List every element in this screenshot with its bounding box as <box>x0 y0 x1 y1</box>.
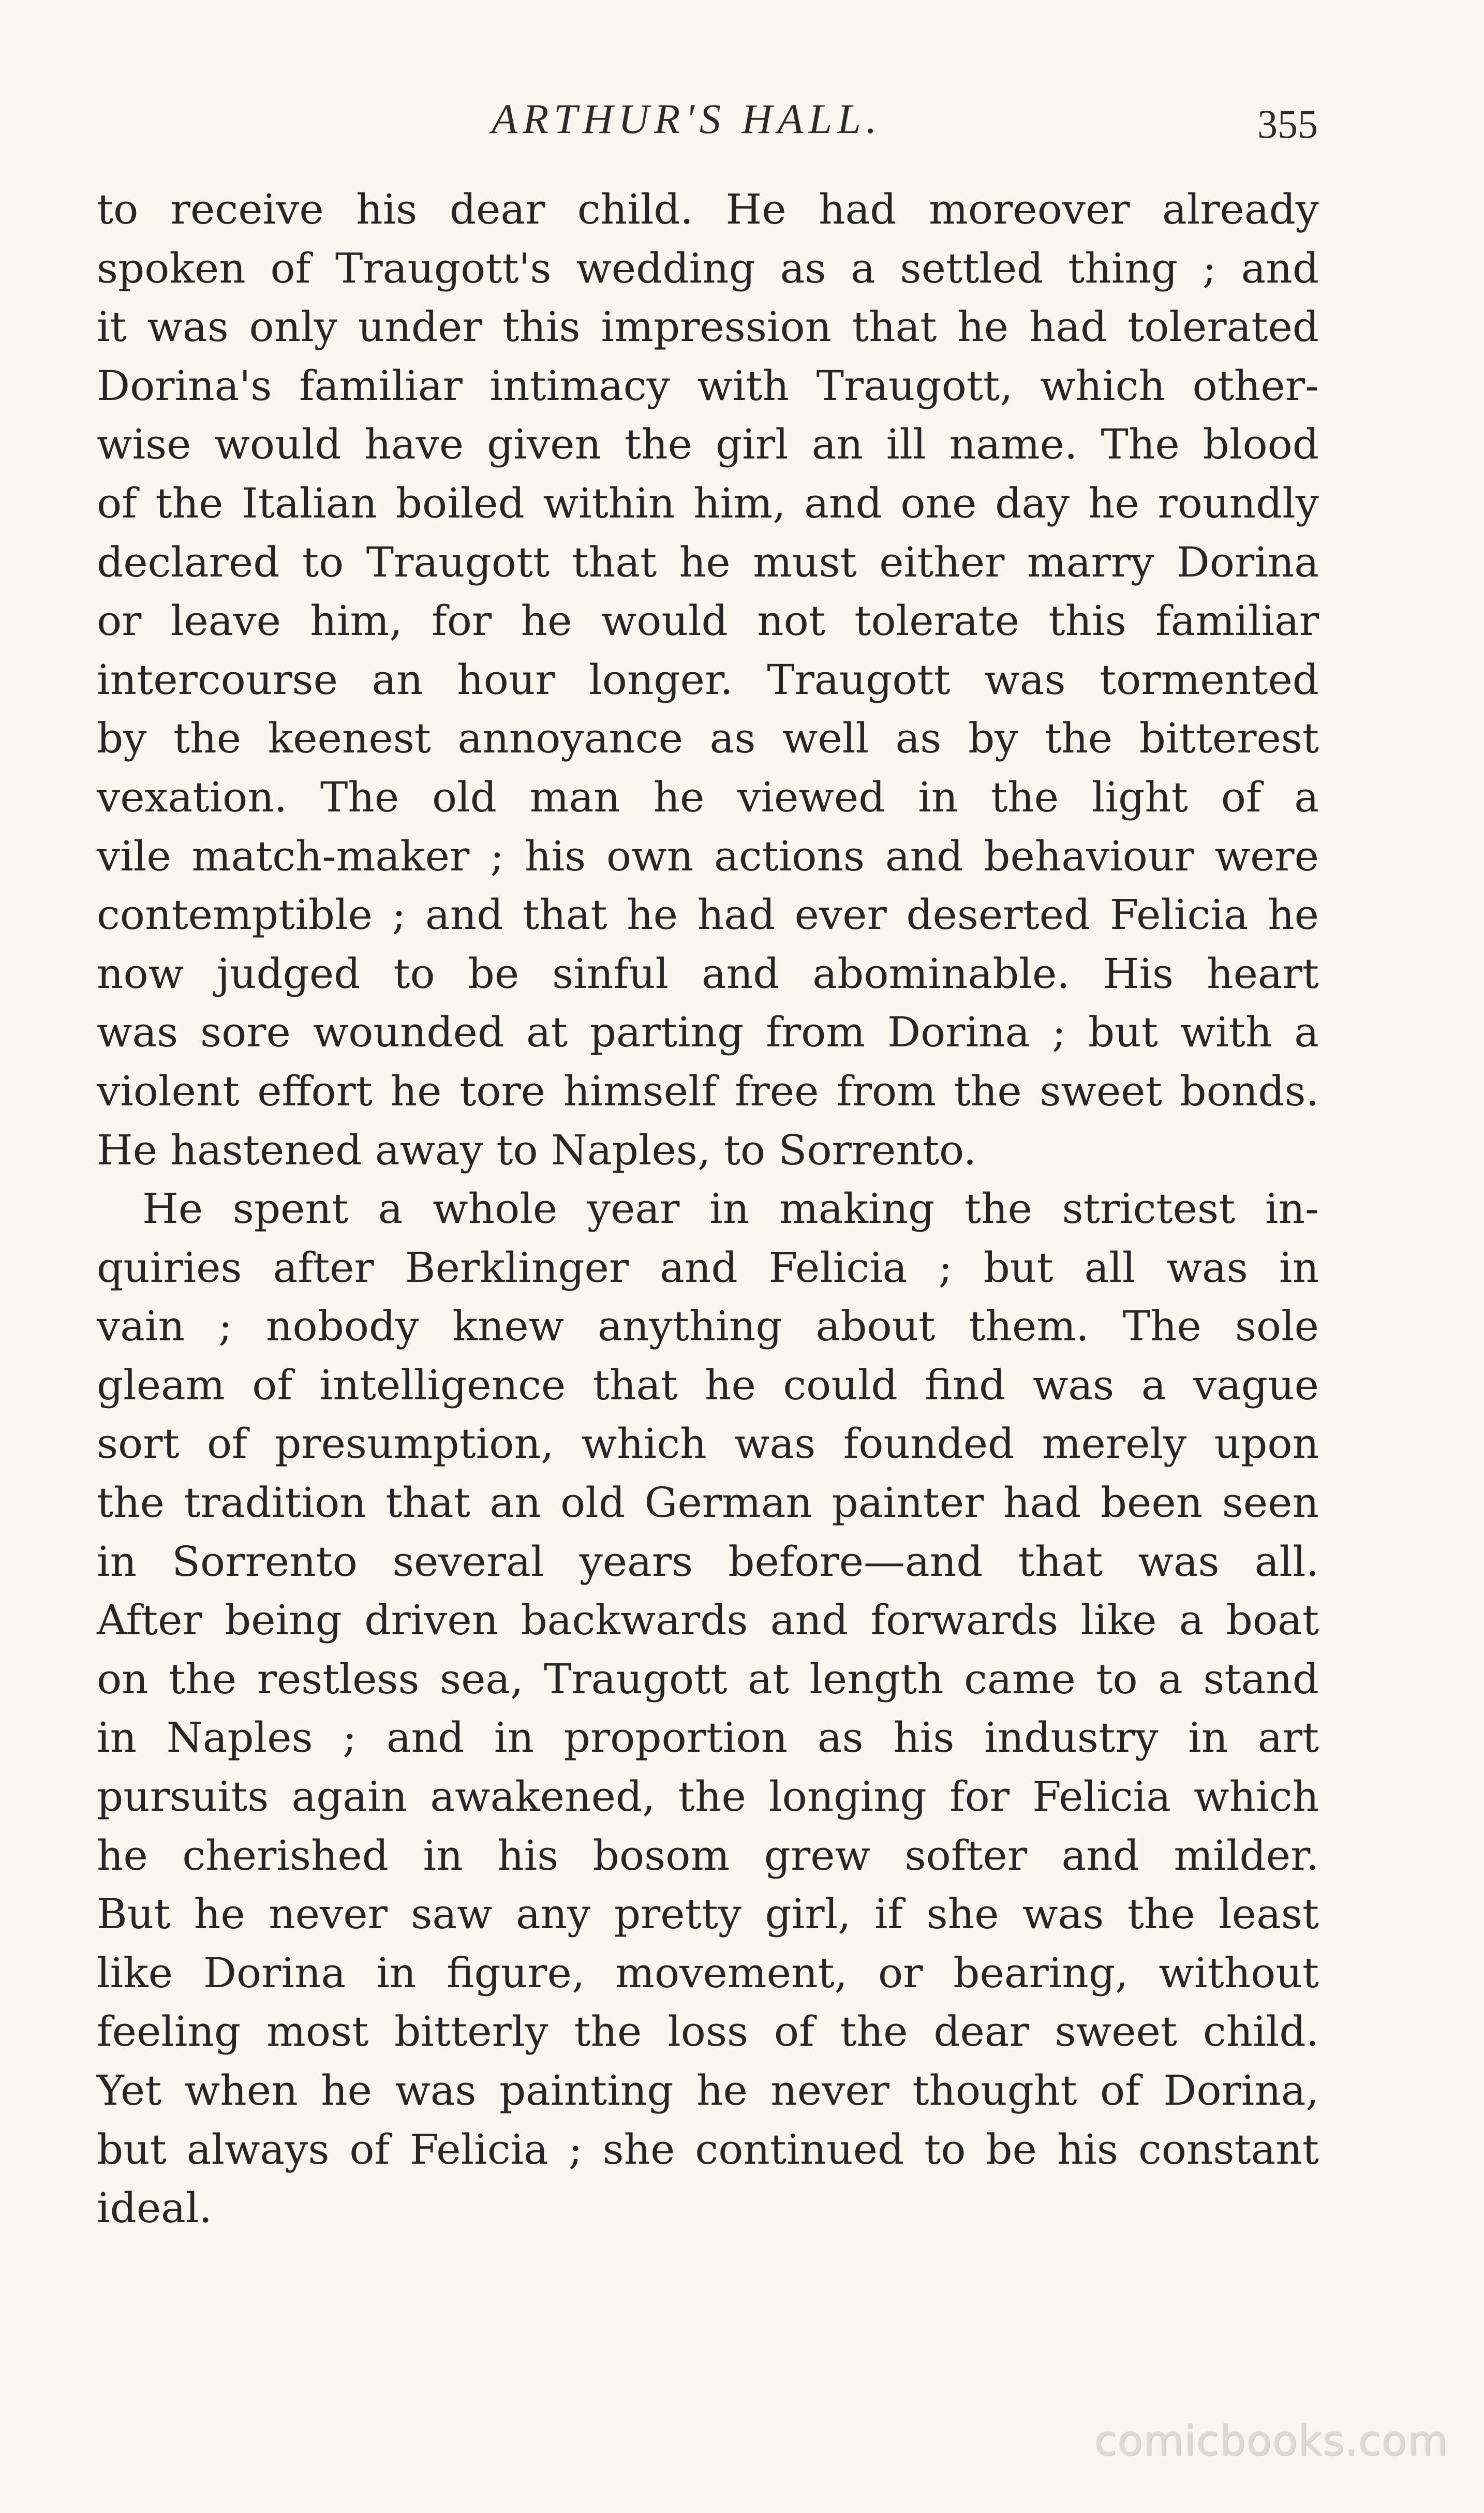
text-line: he cherished in his bosom grew softer and milder. <box>97 1831 1319 1880</box>
text-line: vile match-maker ; his own actions and behaviour were <box>97 832 1319 880</box>
text-line: was sore wounded at parting from Dorina ; but with a <box>97 1008 1319 1057</box>
text-line: pursuits again awakened, the longing for Felicia which <box>97 1772 1319 1821</box>
text-line: violent effort he tore himself free from the sweet bonds. <box>97 1067 1319 1115</box>
text-line: vain ; nobody knew anything about them. The sole <box>97 1302 1319 1351</box>
text-line: After being driven backwards and forwards like a boat <box>97 1596 1319 1645</box>
text-line: in Naples ; and in proportion as his industry in art <box>97 1713 1319 1762</box>
text-line: the tradition that an old German painter had been seen <box>97 1479 1319 1527</box>
body-text <box>97 180 1319 2238</box>
text-line: declared to Traugott that he must either marry Dorina <box>97 538 1319 586</box>
text-line: it was only under this impression that he had tolerated <box>97 303 1319 351</box>
text-line: contemptible ; and that he had ever deserted Felicia he <box>97 891 1319 939</box>
running-title: ARTHUR'S HALL. <box>492 95 882 142</box>
running-head <box>0 91 1484 147</box>
text-line: But he never saw any pretty girl, if she was the least <box>97 1890 1319 1939</box>
text-line: in Sorrento several years before—and that was all. <box>97 1537 1319 1586</box>
text-line: by the keenest annoyance as well as by the bitterest <box>97 714 1319 763</box>
text-line: sort of presumption, which was founded merely upon <box>97 1420 1319 1468</box>
watermark: comicbooks.com <box>1094 2417 1449 2465</box>
text-line: of the Italian boiled within him, and one day he roundly <box>97 479 1319 527</box>
text-line: now judged to be sinful and abominable. His heart <box>97 949 1319 998</box>
text-line: gleam of intelligence that he could find was a vague <box>97 1361 1319 1409</box>
text-line: vexation. The old man he viewed in the light of a <box>97 773 1319 821</box>
text-line: on the restless sea, Traugott at length came to a stand <box>97 1654 1319 1703</box>
text-line: He hastened away to Naples, to Sorrento. <box>97 1126 977 1174</box>
text-line: quiries after Berklinger and Felicia ; but all was in <box>97 1243 1319 1292</box>
text-line: wise would have given the girl an ill name. The blood <box>97 420 1319 469</box>
text-line: ideal. <box>97 2184 212 2233</box>
text-line: feeling most bitterly the loss of the dear sweet child. <box>97 2007 1319 2056</box>
text-line: Yet when he was painting he never thought of Dorina, <box>97 2066 1319 2115</box>
text-line: He spent a whole year in making the strictest in- <box>142 1185 1319 1233</box>
text-line: to receive his dear child. He had moreover already <box>97 185 1319 233</box>
text-line: intercourse an hour longer. Traugott was tormented <box>97 655 1319 704</box>
text-line: spoken of Traugott's wedding as a settled thing ; and <box>97 244 1319 292</box>
text-line: but always of Felicia ; she continued to be his constant <box>97 2125 1319 2174</box>
text-line: or leave him, for he would not tolerate this familiar <box>97 597 1319 645</box>
text-line: like Dorina in figure, movement, or bearing, without <box>97 1948 1319 1997</box>
page-number: 355 <box>1257 101 1318 146</box>
text-line: Dorina's familiar intimacy with Traugott, which other- <box>97 361 1319 410</box>
